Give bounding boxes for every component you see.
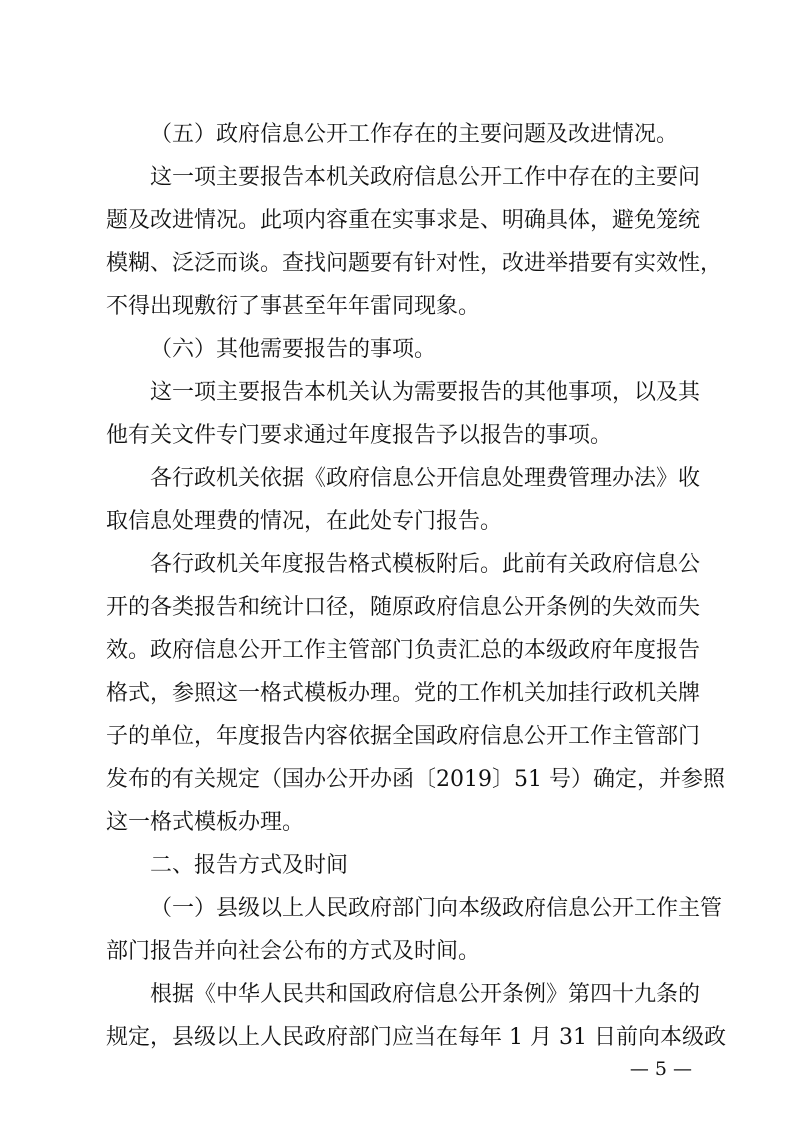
paragraph-line: 子的单位，年度报告内容依据全国政府信息公开工作主管部门 [106, 724, 701, 749]
paragraph-line: 各行政机关年度报告格式模板附后。此前有关政府信息公 [150, 552, 701, 577]
section-heading-two: 二、报告方式及时间 [150, 853, 349, 878]
paragraph-line: 开的各类报告和统计口径，随原政府信息公开条例的失效而失 [106, 595, 701, 620]
paragraph-line: 这一格式模板办理。 [106, 810, 305, 835]
section-heading-six: （六）其他需要报告的事项。 [150, 337, 437, 362]
paragraph-line: 这一项主要报告本机关认为需要报告的其他事项，以及其 [150, 380, 701, 405]
paragraph-line: 各行政机关依据《政府信息公开信息处理费管理办法》收 [150, 466, 701, 491]
paragraph-line: 根据《中华人民共和国政府信息公开条例》第四十九条的 [150, 982, 701, 1007]
paragraph-line: 发布的有关规定（国办公开办函〔2019〕51 号）确定，并参照 [106, 767, 725, 792]
paragraph-line: 题及改进情况。此项内容重在实事求是、明确具体，避免笼统 [106, 208, 701, 233]
page-number: — 5 — [629, 1058, 692, 1080]
subsection-heading-line: 部门报告并向社会公布的方式及时间。 [106, 939, 481, 964]
paragraph-line: 规定，县级以上人民政府部门应当在每年 1 月 31 日前向本级政 [106, 1025, 726, 1050]
paragraph-line: 不得出现敷衍了事甚至年年雷同现象。 [106, 294, 481, 319]
paragraph-line: 取信息处理费的情况，在此处专门报告。 [106, 509, 503, 534]
subsection-heading-line: （一）县级以上人民政府部门向本级政府信息公开工作主管 [150, 896, 723, 921]
section-heading-five: （五）政府信息公开工作存在的主要问题及改进情况。 [150, 122, 679, 147]
paragraph-line: 模糊、泛泛而谈。查找问题要有针对性，改进举措要有实效性， [106, 251, 723, 276]
paragraph-line: 格式，参照这一格式模板办理。党的工作机关加挂行政机关牌 [106, 681, 701, 706]
paragraph-line: 这一项主要报告本机关政府信息公开工作中存在的主要问 [150, 165, 701, 190]
paragraph-line: 效。政府信息公开工作主管部门负责汇总的本级政府年度报告 [106, 638, 701, 663]
paragraph-line: 他有关文件专门要求通过年度报告予以报告的事项。 [106, 423, 613, 448]
